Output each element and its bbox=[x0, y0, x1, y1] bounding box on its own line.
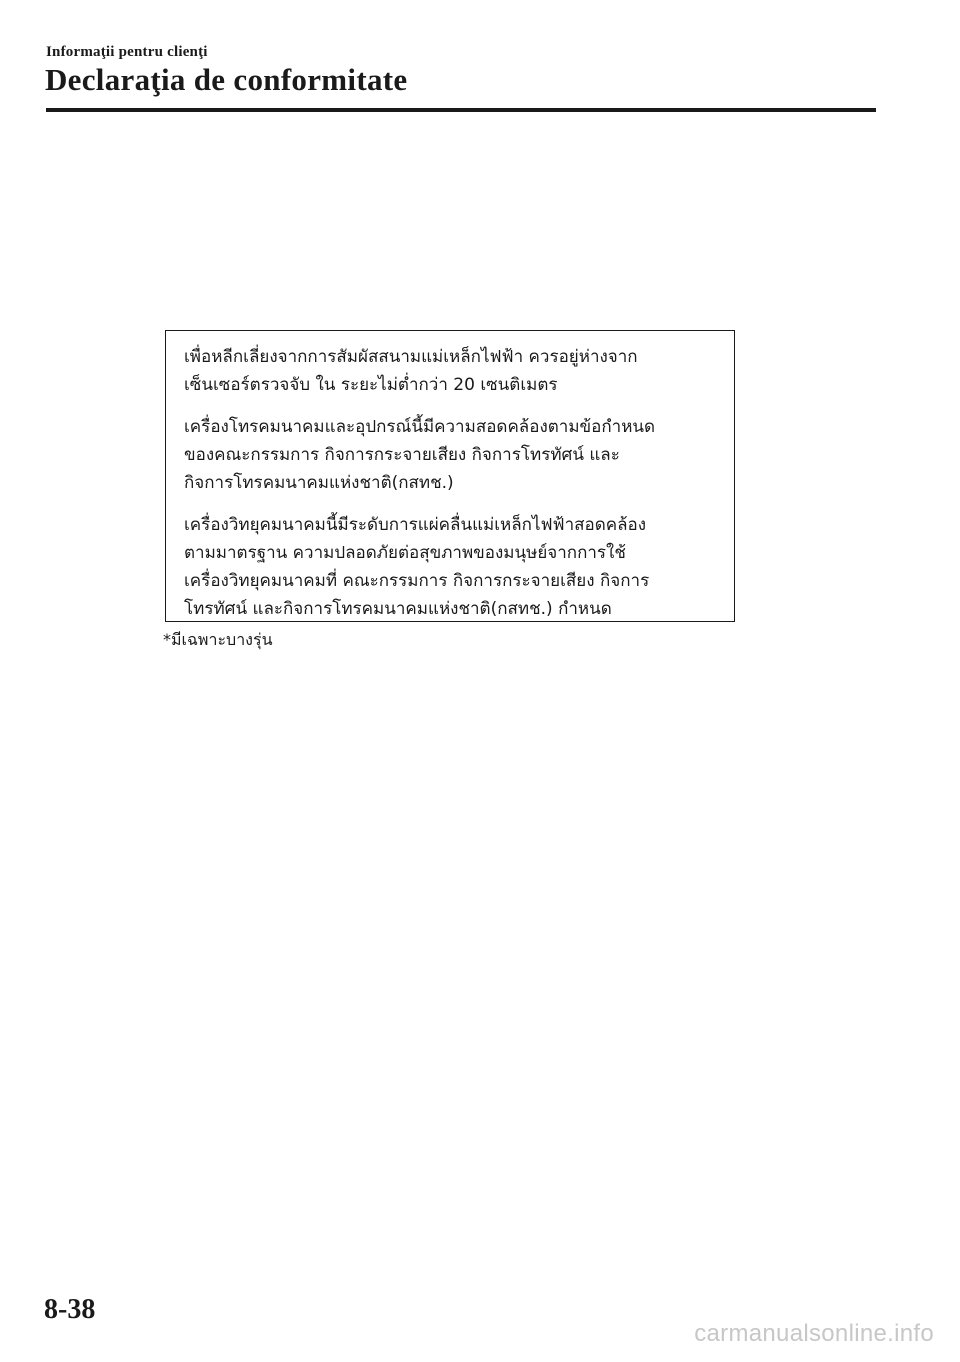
notice-paragraph-radiation-standard: เครื่องวิทยุคมนาคมนี้มีระดับการแผ่คลื่นแม่เหล็กไฟฟ้าสอดคล้อง ตามมาตรฐาน ความปลอดภัยต่อสุขภาพของมนุษย์จากการใช้ เครื่องวิทยุคมนาคมที่ คณะกรรมการ กิจการกระจายเสียง กิจการ โทรทัศน์ และกิจการโทรคมนาคมแห่งชาติ(กสทช.) กำหนด bbox=[184, 515, 650, 619]
thai-compliance-notice-box bbox=[165, 330, 735, 622]
footnote-some-models: *มีเฉพาะบางรุ่น bbox=[163, 630, 273, 649]
watermark: carmanualsonline.info bbox=[694, 1320, 934, 1347]
page-number: 8-38 bbox=[44, 1294, 96, 1325]
notice-paragraph-emf-distance: เพื่อหลีกเลี่ยงจากการสัมผัสสนามแม่เหล็กไฟฟ้า ควรอยู่ห่างจาก เซ็นเซอร์ตรวจจับ ใน ระยะไม่ต่ำกว่า 20 เซนติเมตร bbox=[184, 347, 638, 395]
notice-paragraph-nbtc-compliance: เครื่องโทรคมนาคมและอุปกรณ์นี้มีความสอดคล้องตามข้อกำหนด ของคณะกรรมการ กิจการกระจายเสียง กิจการโทรทัศน์ และ กิจการโทรคมนาคมแห่งชาติ(กสทช.) bbox=[184, 417, 656, 493]
title-divider bbox=[46, 108, 876, 112]
section-label: Informaţii pentru clienţi bbox=[46, 44, 208, 60]
page-title: Declaraţia de conformitate bbox=[45, 62, 408, 97]
